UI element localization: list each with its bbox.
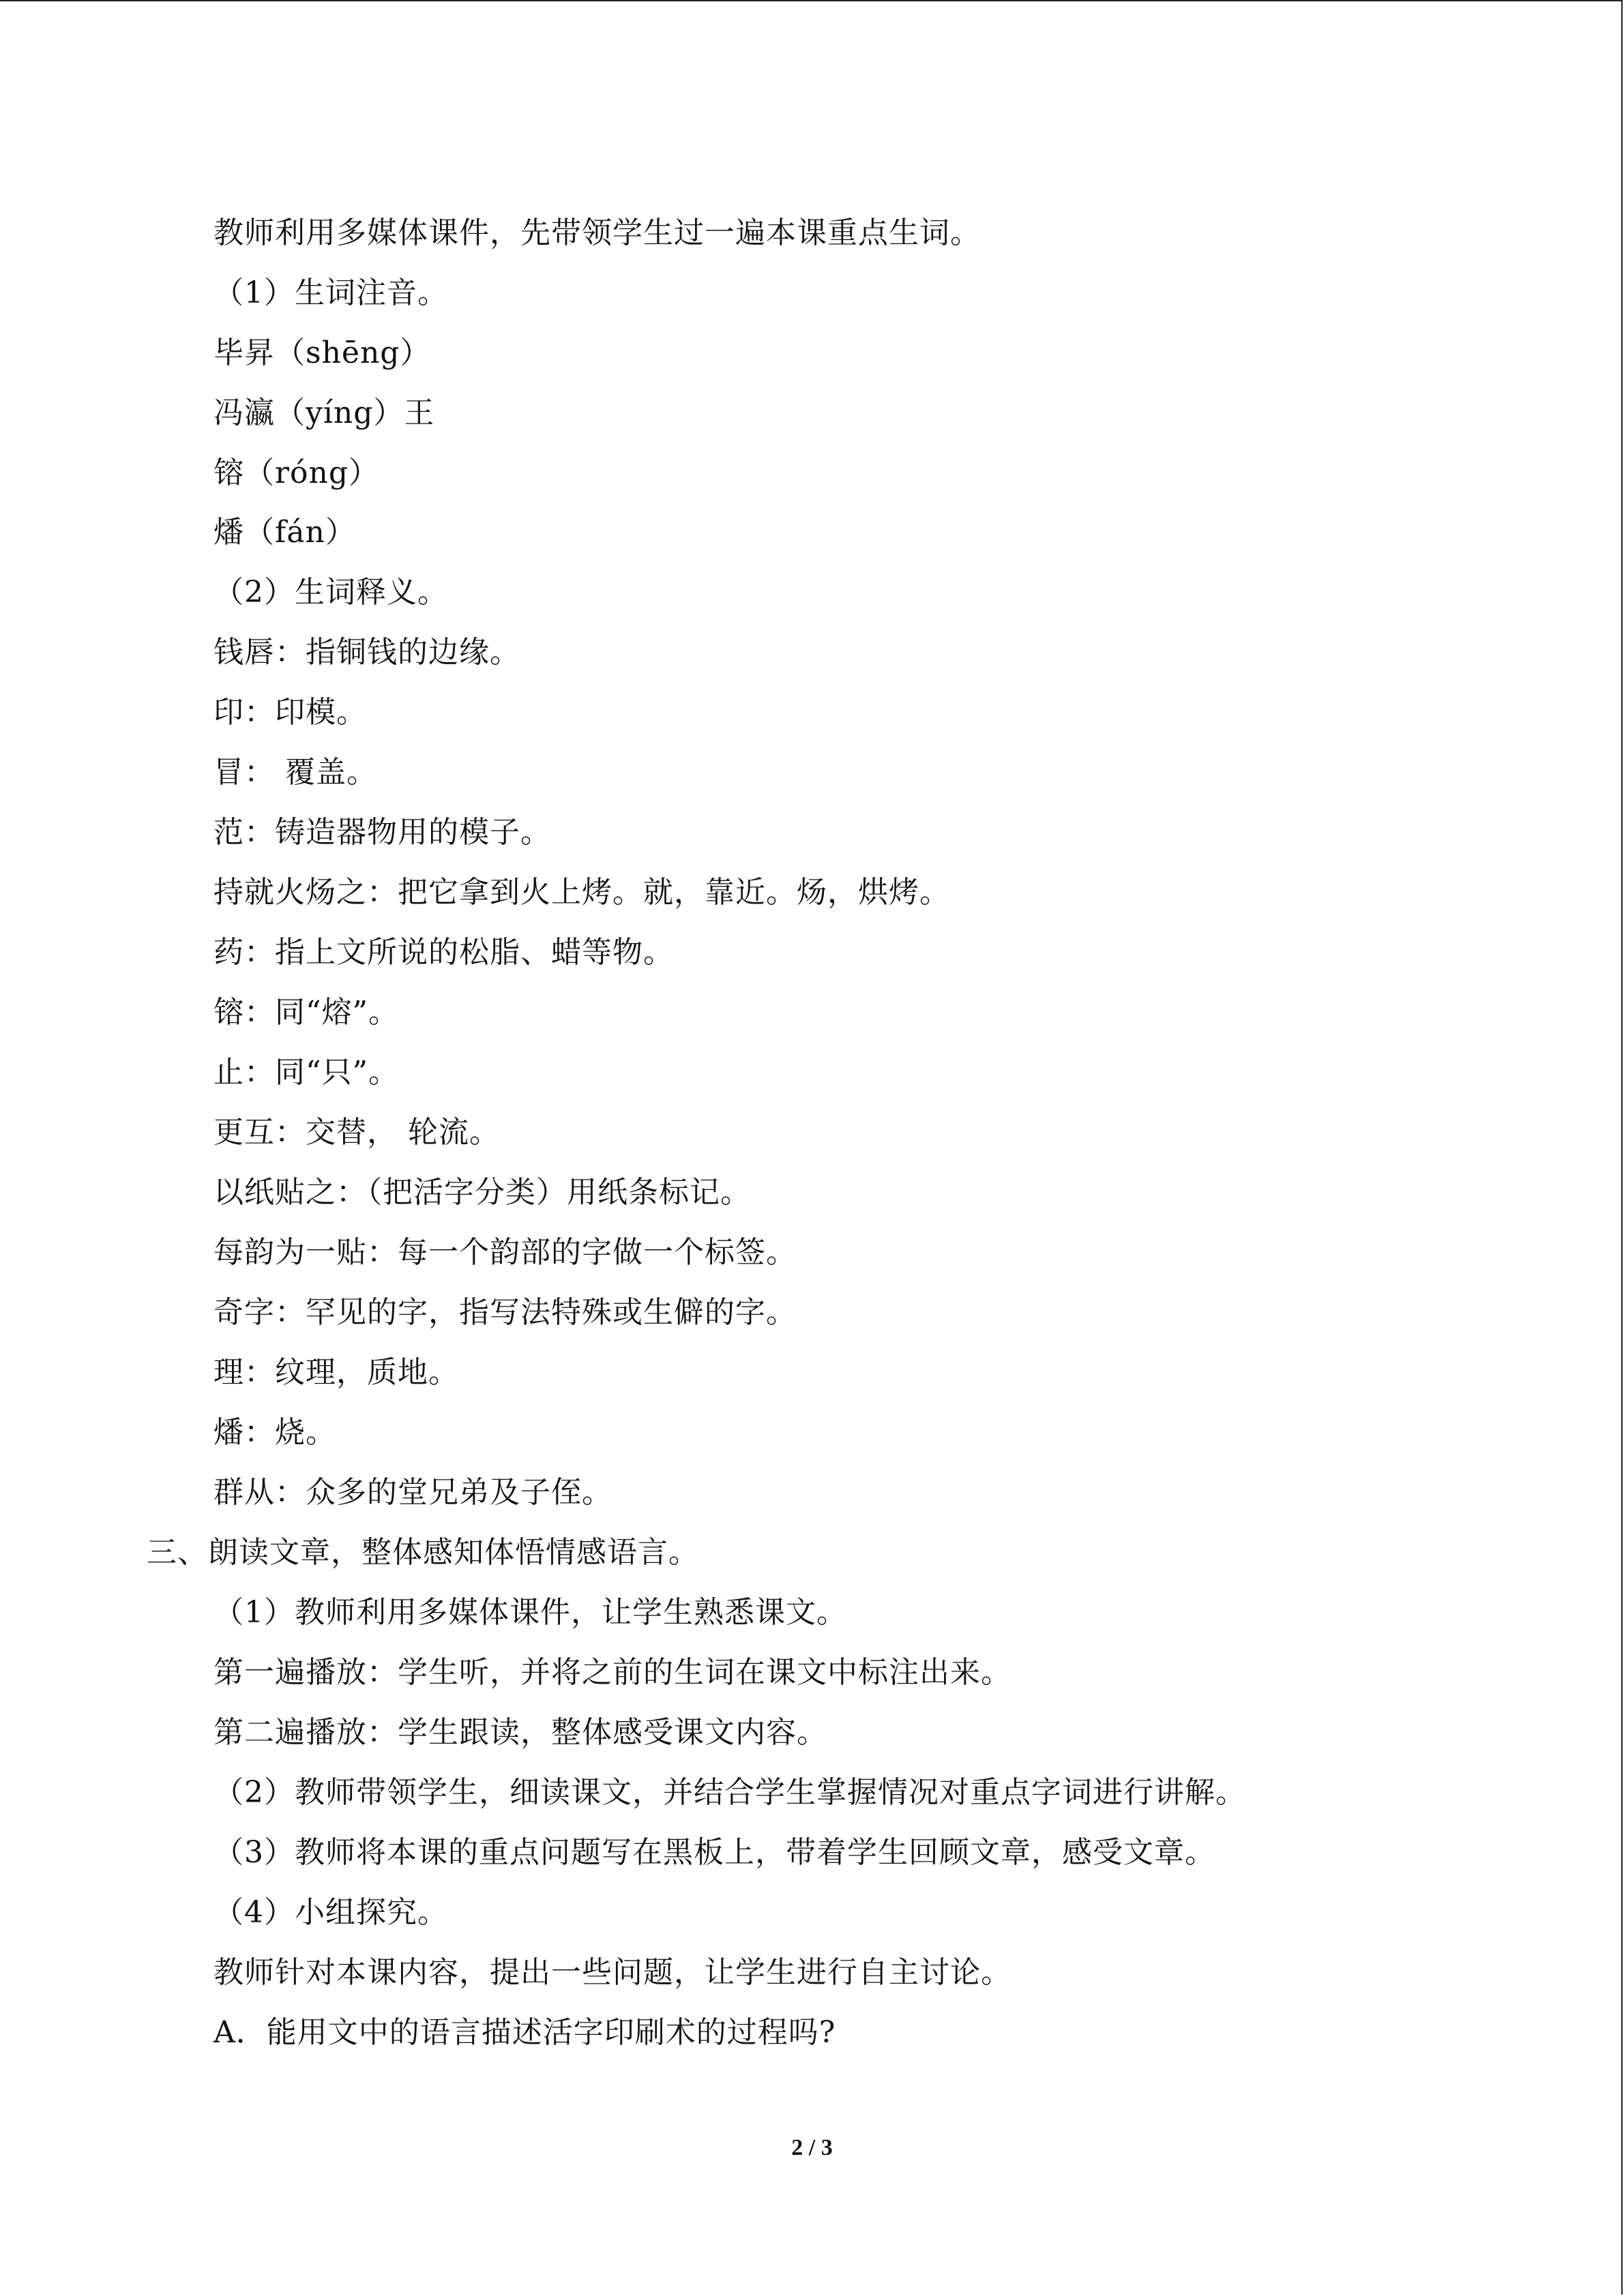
text-line: 持就火炀之：把它拿到火上烤。就，靠近。炀，烘烤。 [213,875,950,910]
text-line: 药：指上文所说的松脂、蜡等物。 [213,935,674,970]
text-line: 理：纹理，质地。 [213,1355,459,1390]
text-line: 止：同“只”。 [213,1055,399,1090]
section-heading: 三、朗读文章，整体感知体悟情感语言。 [147,1535,699,1570]
text-line: （3）教师将本课的重点问题写在黑板上，带着学生回顾文章，感受文章。 [213,1835,1215,1870]
text-line: 钱唇：指铜钱的边缘。 [213,635,520,670]
text-line: 镕（róng） [213,456,380,490]
text-line: 第一遍播放：学生听，并将之前的生词在课文中标注出来。 [213,1655,1012,1690]
text-line: 范：铸造器物用的模子。 [213,815,551,850]
text-line: 更互：交替， 轮流。 [213,1115,500,1150]
text-line: （1）生词注音。 [213,275,448,310]
text-line: 奇字：罕见的字，指写法特殊或生僻的字。 [213,1295,797,1330]
text-line: 教师利用多媒体课件，先带领学生过一遍本课重点生词。 [213,215,981,250]
text-line: （1）教师利用多媒体课件，让学生熟悉课文。 [213,1595,847,1630]
text-line: A．能用文中的语言描述活字印刷术的过程吗? [213,2015,836,2050]
text-line: 冒： 覆盖。 [213,755,377,790]
text-line: 镕：同“熔”。 [213,995,399,1030]
text-line: （2）生词释义。 [213,575,448,610]
text-line: 第二遍播放：学生跟读，整体感受课文内容。 [213,1715,827,1750]
text-line: 冯瀛（yíng）王 [213,396,435,430]
text-line: 每韵为一贴：每一个韵部的字做一个标签。 [213,1235,797,1270]
text-line: 燔（fán） [213,515,356,550]
text-line: 以纸贴之：（把活字分类）用纸条标记。 [213,1175,751,1210]
text-line: 毕昇（shēng） [213,336,431,370]
text-line: （2）教师带领学生，细读课文，并结合学生掌握情况对重点字词进行讲解。 [213,1775,1246,1810]
page-number: 2 / 3 [791,2135,833,2160]
text-line: 印：印模。 [213,695,367,730]
text-line: 燔：烧。 [213,1415,336,1450]
text-line: （4）小组探究。 [213,1895,448,1930]
text-line: 教师针对本课内容，提出一些问题，让学生进行自主讨论。 [213,1955,1012,1990]
text-line: 群从：众多的堂兄弟及子侄。 [213,1475,612,1510]
